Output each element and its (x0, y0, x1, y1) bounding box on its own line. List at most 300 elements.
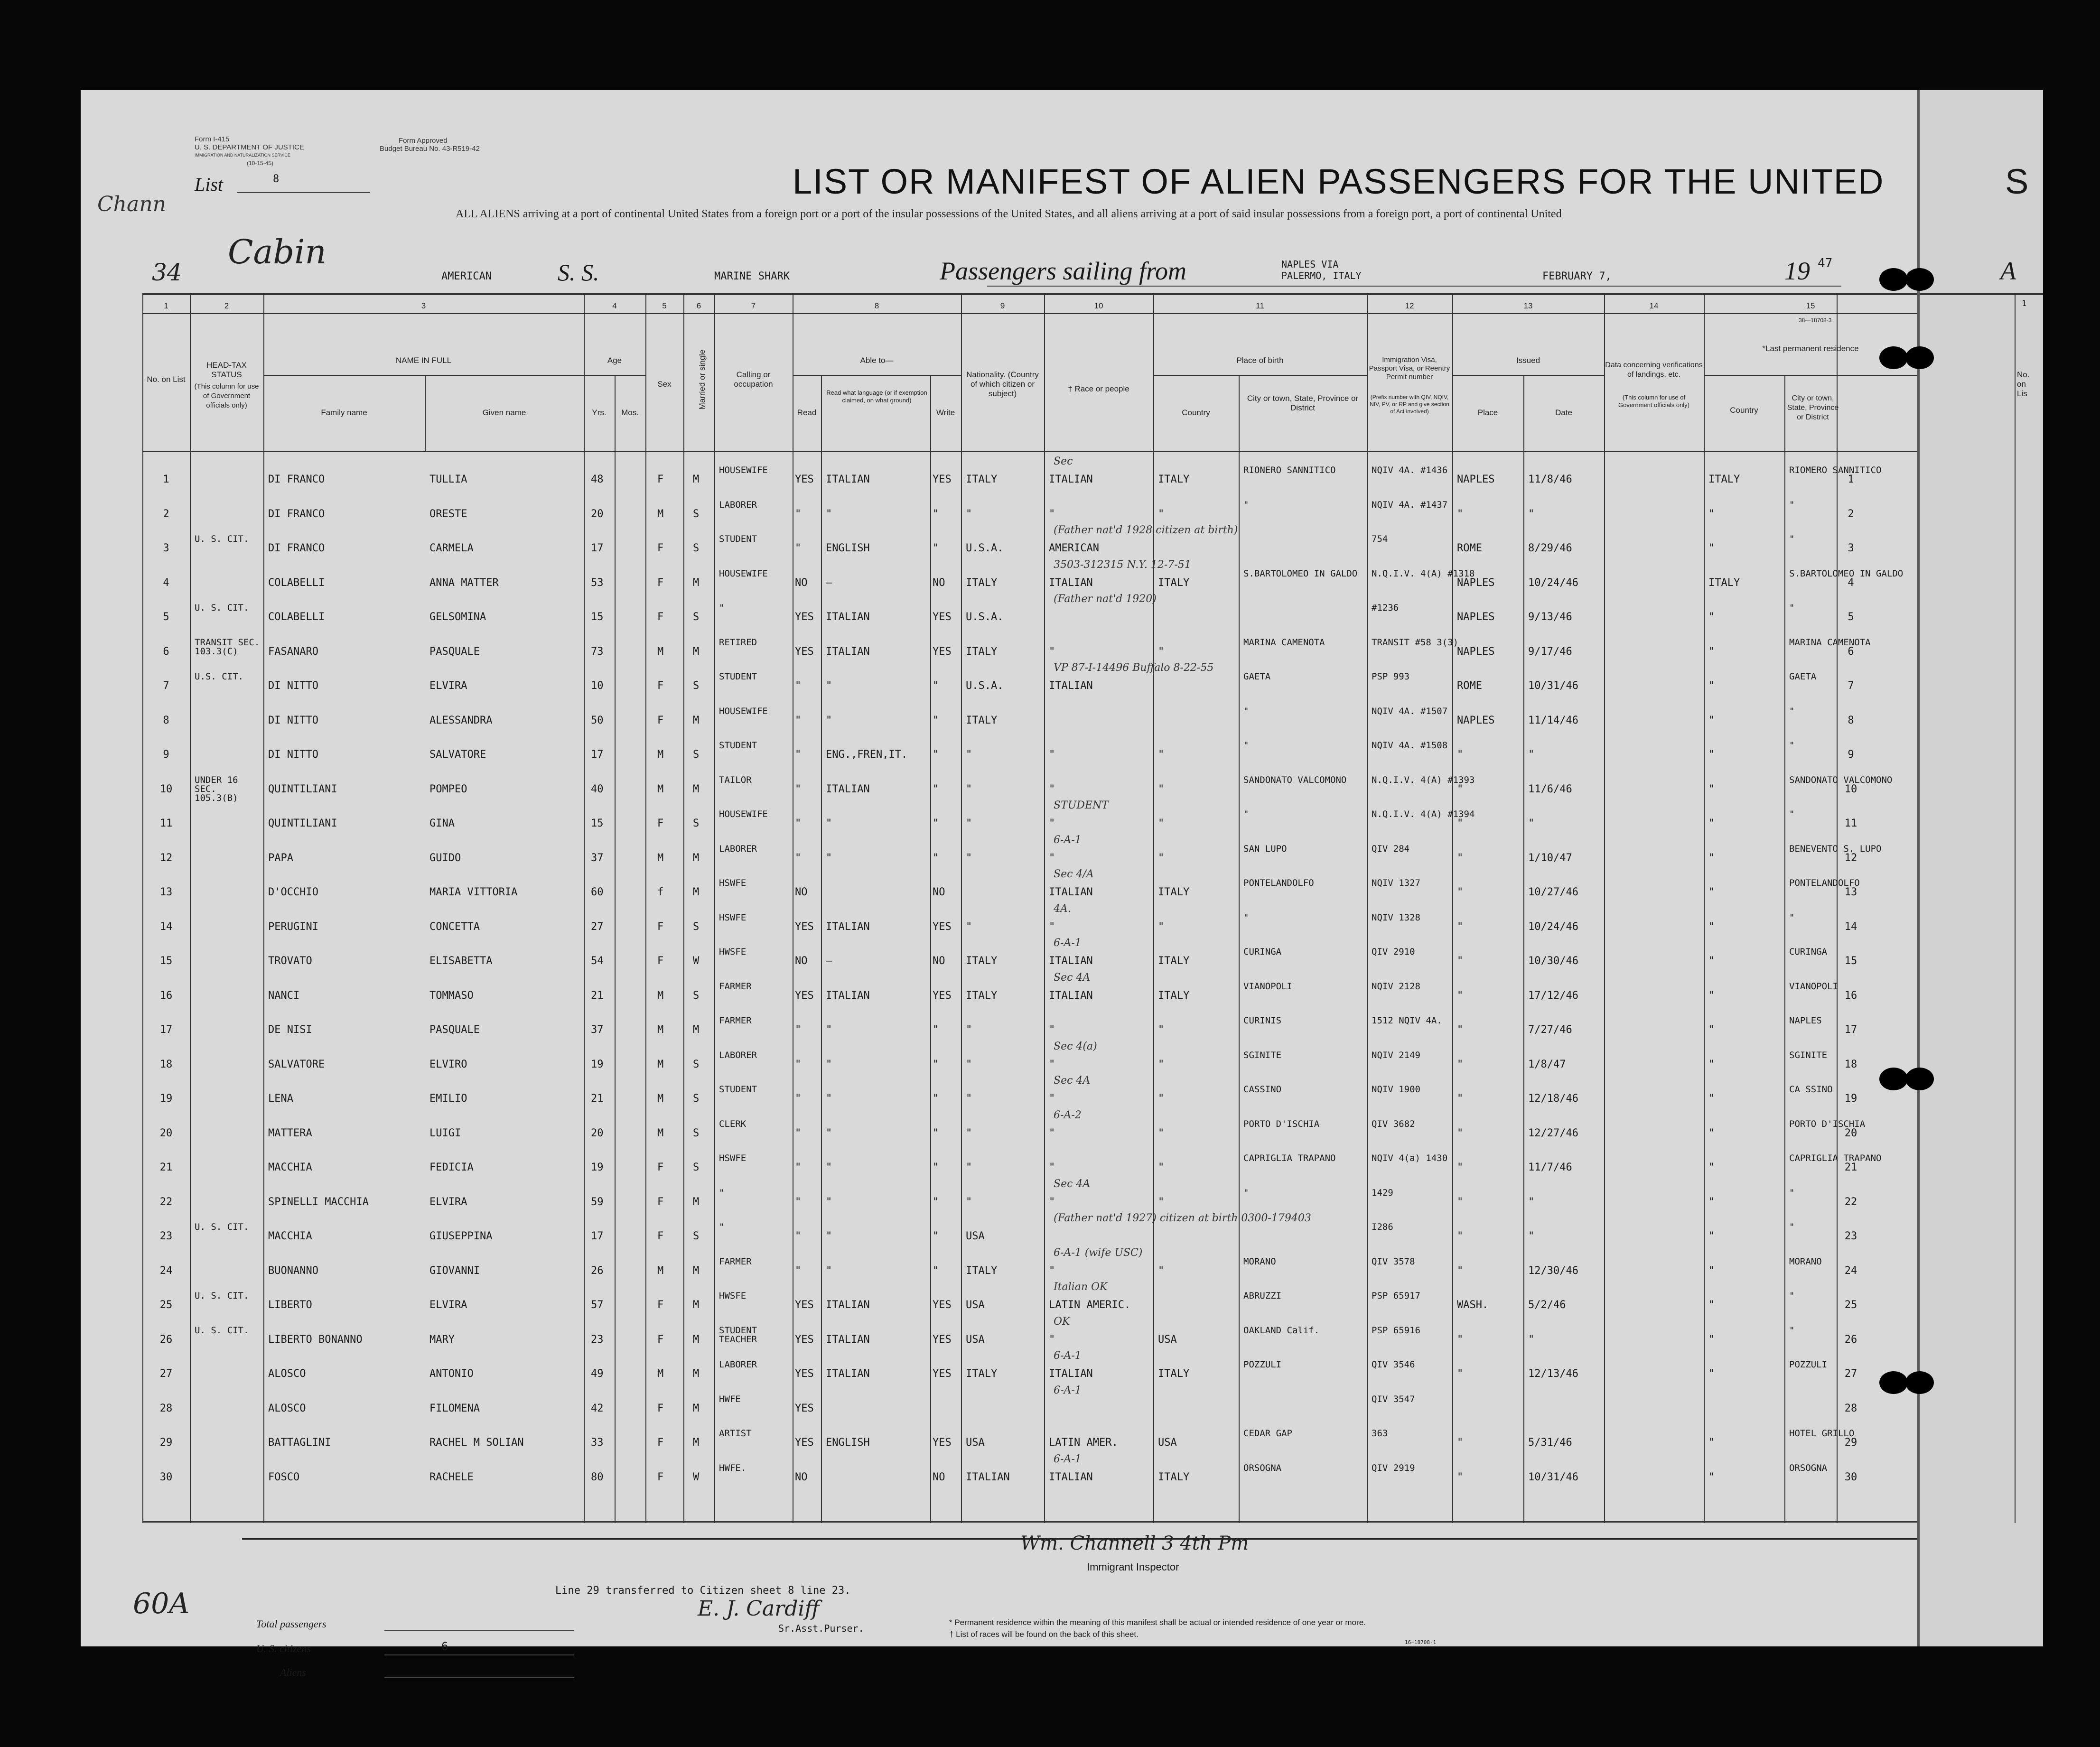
given-name: CONCETTA (429, 920, 480, 933)
issued-place: ROME (1457, 680, 1482, 692)
read-language: " (826, 1162, 832, 1173)
residence-city: VIANOPOLI (1789, 981, 1838, 992)
residence-country: " (1708, 818, 1715, 829)
given-name: TOMMASO (429, 989, 474, 1002)
race: " (1049, 920, 1055, 933)
occupation: STUDENT (719, 671, 757, 682)
row-number: 15 (159, 955, 173, 967)
table-row (81, 937, 1917, 971)
given-name: ELVIRA (429, 680, 467, 692)
residence-city: " (1789, 912, 1795, 923)
age-years: 59 (591, 1196, 604, 1208)
table-row (81, 1385, 1917, 1419)
row-number-right: 29 (1844, 1437, 1857, 1449)
can-write: YES (933, 1368, 952, 1380)
occupation: HWFE. (719, 1462, 747, 1473)
birth-country: " (1158, 1196, 1165, 1208)
issued-date: " (1528, 1230, 1535, 1242)
visa-number: NQIV 4A. #1507 (1372, 706, 1448, 716)
issued-date: 11/7/46 (1528, 1162, 1572, 1173)
colnum-15: 15 (1806, 301, 1815, 310)
can-write: YES (933, 1437, 952, 1449)
sex: M (657, 989, 664, 1002)
birth-country: " (1158, 1162, 1165, 1173)
issued-place: " (1457, 783, 1464, 795)
margin-note-number: 34 (152, 259, 182, 286)
occupation: " (719, 603, 725, 613)
colnum-8: 8 (874, 301, 879, 310)
nationality: " (966, 1127, 972, 1139)
birth-country: " (1158, 818, 1165, 829)
head-tax-status: TRANSIT SEC. 103.3(C) (195, 637, 260, 657)
manifest-subtitle: ALL ALIENS arriving at a port of continental United States from a foreign port or a port of the insular possessions of the United States, and all aliens arriving at a port of said insular possessions from a foreign port, a port of continental United (456, 208, 1562, 220)
given-name: MARIA VITTORIA (429, 886, 518, 898)
inspector-label: Immigrant Inspector (1087, 1561, 1179, 1573)
read-language: ITALIAN (826, 645, 870, 658)
nationality: ITALY (966, 714, 998, 726)
visa-number: QIV 3546 (1372, 1359, 1415, 1370)
row-number-right: 2 (1848, 508, 1854, 520)
nationality: ITALY (966, 645, 998, 658)
row-number: 17 (159, 1024, 173, 1036)
nationality: " (966, 1162, 972, 1173)
citizens-label: U. S. citizens (256, 1643, 311, 1654)
head-tax-status: U. S. CIT. (195, 1291, 249, 1301)
family-name: SPINELLI MACCHIA (268, 1196, 369, 1208)
birth-country: ITALY (1158, 576, 1190, 589)
family-name: DI FRANCO (268, 542, 325, 554)
residence-city: CURINGA (1789, 947, 1828, 957)
family-name: BATTAGLINI (268, 1437, 331, 1449)
visa-number: #1236 (1372, 603, 1399, 613)
residence-country: " (1708, 1127, 1715, 1139)
issued-date: 5/2/46 (1528, 1299, 1566, 1311)
marital-status: M (693, 1196, 700, 1208)
family-name: D'OCCHIO (268, 886, 318, 898)
row-number: 2 (163, 508, 169, 520)
sex: M (657, 1093, 664, 1105)
birth-city: " (1243, 740, 1249, 751)
handwritten-annotation: 6-A-1 (wife USC) (1054, 1246, 1143, 1259)
sailing-date: FEBRUARY 7, (1542, 270, 1612, 282)
birth-city: MORANO (1243, 1256, 1276, 1267)
table-row (81, 765, 1917, 803)
colnum-6: 6 (696, 301, 701, 310)
ss-label: S. S. (558, 259, 599, 286)
sex: F (657, 1162, 664, 1173)
occupation: " (719, 1222, 725, 1232)
nationality: ITALIAN (966, 1471, 1010, 1483)
row-number: 21 (159, 1162, 173, 1173)
colnum-5: 5 (662, 301, 667, 310)
form-approved: Form Approved (399, 137, 448, 145)
occupation: HSWFE (719, 878, 747, 888)
read-language: — (826, 955, 832, 967)
sex: M (657, 1368, 664, 1380)
table-row (81, 1316, 1917, 1350)
visa-number: TRANSIT #58 3(3) (1372, 637, 1459, 648)
birth-country: ITALY (1158, 1368, 1190, 1380)
issued-date: 1/8/47 (1528, 1058, 1566, 1070)
age-years: 21 (591, 989, 604, 1002)
birth-country: ITALY (1158, 989, 1190, 1002)
hdr-age: Age (607, 356, 622, 365)
issued-rule (1452, 375, 1604, 376)
occupation: HWSFE (719, 1291, 747, 1301)
residence-country: " (1708, 1299, 1715, 1311)
year-suffix: 47 (1818, 256, 1833, 270)
read-language: ENG.,FREN,IT. (826, 749, 908, 761)
marital-status: S (693, 542, 700, 554)
sex: F (657, 1437, 664, 1449)
table-row (81, 1178, 1917, 1212)
can-write: " (933, 1093, 939, 1105)
marital-status: S (693, 989, 700, 1002)
family-name: LENA (268, 1093, 293, 1105)
occupation: RETIRED (719, 637, 757, 648)
issued-place: NAPLES (1457, 645, 1495, 658)
sex: F (657, 576, 664, 589)
visa-number: 754 (1372, 534, 1388, 544)
punch-hole (1905, 1371, 1934, 1394)
issued-place: " (1457, 1058, 1464, 1070)
table-top-rule (142, 293, 1917, 295)
occupation: HOUSEWIFE (719, 809, 768, 819)
issued-place: " (1457, 1127, 1464, 1139)
can-write: YES (933, 920, 952, 933)
colnum-2: 2 (224, 301, 229, 310)
table-row (81, 593, 1917, 627)
visa-number: QIV 284 (1372, 843, 1410, 854)
next-list: Lis (2017, 389, 2027, 398)
handwritten-annotation: 4A. (1054, 902, 1071, 915)
residence-country: " (1708, 749, 1715, 761)
row-number-right: 27 (1844, 1368, 1857, 1380)
age-years: 40 (591, 783, 604, 795)
issued-date: " (1528, 1333, 1535, 1346)
issued-place: " (1457, 1368, 1464, 1380)
can-read: " (795, 714, 802, 726)
residence-country: " (1708, 1264, 1715, 1277)
given-name: GUIDO (429, 852, 461, 864)
nationality: " (966, 1058, 972, 1070)
read-language: — (826, 576, 832, 589)
birth-city: PONTELANDOLFO (1243, 878, 1314, 888)
issued-place: " (1457, 1093, 1464, 1105)
hdr-issued: Issued (1516, 356, 1540, 365)
row-number: 10 (159, 783, 173, 795)
handwritten-annotation: Sec 4/A (1054, 868, 1094, 880)
colnum-1: 1 (164, 301, 168, 310)
row-number: 9 (163, 749, 169, 761)
row-number-right: 9 (1848, 749, 1854, 761)
race: " (1049, 1024, 1055, 1036)
marital-status: M (693, 1024, 700, 1036)
table-bottom-rule (142, 1521, 1917, 1523)
nationality: " (966, 920, 972, 933)
age-years: 53 (591, 576, 604, 589)
birth-country: " (1158, 1058, 1165, 1070)
family-name: DI NITTO (268, 680, 318, 692)
nationality: USA (966, 1437, 985, 1449)
hdr-given-name: Given name (482, 408, 526, 417)
birth-city: CEDAR GAP (1243, 1428, 1292, 1439)
nationality: ITALY (966, 474, 998, 485)
given-name: ANNA MATTER (429, 576, 499, 589)
form-number: Form I-415 (195, 135, 230, 143)
issued-date: 12/18/46 (1528, 1093, 1578, 1105)
given-name: ELVIRO (429, 1058, 467, 1070)
read-language: ITALIAN (826, 1299, 870, 1311)
col-number-rule (142, 313, 1917, 314)
punch-hole (1879, 268, 1908, 291)
colnum-3: 3 (421, 301, 426, 310)
can-read: " (795, 508, 802, 520)
can-read: " (795, 1162, 802, 1173)
sailing-port (1281, 259, 1362, 281)
port-line1: NAPLES VIA (1281, 259, 1339, 270)
stamp-code: 38—18708-3 (1799, 317, 1832, 324)
aliens-line (384, 1677, 574, 1678)
issued-place: " (1457, 1264, 1464, 1277)
visa-number: 363 (1372, 1428, 1388, 1439)
occupation: HOUSEWIFE (719, 465, 768, 475)
marital-status: S (693, 920, 700, 933)
residence-country: " (1708, 920, 1715, 933)
hdr-calling: Calling or occupation (734, 370, 773, 389)
given-name: CARMELA (429, 542, 474, 554)
age-rule (584, 375, 645, 376)
age-years: 33 (591, 1437, 604, 1449)
ship-name: MARINE SHARK (714, 270, 790, 282)
res-rule (1704, 375, 1917, 376)
hdr-issued-date: Date (1555, 408, 1572, 417)
row-number-right: 16 (1844, 989, 1857, 1002)
issued-date: " (1528, 818, 1535, 829)
can-read: YES (795, 474, 814, 485)
row-number-right: 14 (1844, 920, 1857, 933)
residence-city: " (1789, 809, 1795, 819)
family-name: ALOSCO (268, 1368, 306, 1380)
age-years: 20 (591, 508, 604, 520)
purser-signature: E. J. Cardiff (698, 1597, 820, 1621)
hdr-res-city: City or town, State, Province or District (1787, 394, 1839, 421)
birth-country: " (1158, 920, 1165, 933)
nationality: U.S.A. (966, 680, 1004, 692)
issued-place: " (1457, 1024, 1464, 1036)
read-language: ITALIAN (826, 611, 870, 623)
occupation: STUDENT (719, 1084, 757, 1095)
family-name: FASANARO (268, 645, 318, 658)
sex: M (657, 1024, 664, 1036)
given-name: RACHEL M SOLIAN (429, 1437, 524, 1449)
handwritten-annotation: (Father nat'd 1928 citizen at birth) (1054, 524, 1238, 536)
birth-country: " (1158, 1127, 1165, 1139)
read-language: " (826, 1093, 832, 1105)
issued-place: " (1457, 1471, 1464, 1483)
visa-number: NQIV 4A. #1508 (1372, 740, 1448, 751)
issued-place: " (1457, 1333, 1464, 1346)
occupation: " (719, 1187, 725, 1198)
table-row (81, 490, 1917, 524)
can-write: " (933, 714, 939, 726)
family-name: DI NITTO (268, 749, 318, 761)
nationality: USA (966, 1333, 985, 1346)
colnum-7: 7 (751, 301, 756, 310)
marital-status: M (693, 886, 700, 898)
read-language: " (826, 1024, 832, 1036)
family-name: PAPA (268, 852, 293, 864)
head-tax-status: U. S. CIT. (195, 1325, 249, 1336)
given-name: GINA (429, 818, 455, 829)
table-row (81, 868, 1917, 902)
residence-city: " (1789, 1222, 1795, 1232)
row-number-right: 8 (1848, 714, 1854, 726)
head-tax-status: U. S. CIT. (195, 1222, 249, 1232)
row-number-right: 18 (1844, 1058, 1857, 1070)
residence-city: GAETA (1789, 671, 1817, 682)
issued-date: 10/24/46 (1528, 576, 1578, 589)
can-read: " (795, 1196, 802, 1208)
occupation: TAILOR (719, 774, 752, 785)
row-number-right: 20 (1844, 1127, 1857, 1139)
visa-number: QIV 3578 (1372, 1256, 1415, 1267)
given-name: FEDICIA (429, 1162, 474, 1173)
occupation: LABORER (719, 499, 757, 510)
occupation: LABORER (719, 1050, 757, 1060)
race: " (1049, 1196, 1055, 1208)
hdr-mos: Mos. (621, 408, 639, 417)
read-language: " (826, 1127, 832, 1139)
residence-country: " (1708, 1162, 1715, 1173)
row-number: 4 (163, 576, 169, 589)
issued-place: " (1457, 749, 1464, 761)
can-write: NO (933, 955, 945, 967)
given-name: SALVATORE (429, 749, 486, 761)
hdr-able-to: Able to— (860, 356, 894, 365)
sex: F (657, 955, 664, 967)
birth-country: " (1158, 1093, 1165, 1105)
row-number-right: 6 (1848, 645, 1854, 658)
marital-status: M (693, 1368, 700, 1380)
occupation: HSWFE (719, 912, 747, 923)
read-language: " (826, 1196, 832, 1208)
family-name: LIBERTO BONANNO (268, 1333, 363, 1346)
residence-city: " (1789, 603, 1795, 613)
read-language: " (826, 714, 832, 726)
row-number-right: 28 (1844, 1402, 1857, 1414)
read-language: ITALIAN (826, 989, 870, 1002)
birth-city: CASSINO (1243, 1084, 1282, 1095)
can-write: " (933, 1058, 939, 1070)
birth-country: ITALY (1158, 1471, 1190, 1483)
hdr-family-name: Family name (321, 408, 367, 417)
sex: M (657, 1058, 664, 1070)
can-write: YES (933, 474, 952, 485)
table-row (81, 1041, 1917, 1075)
colnum-11: 11 (1256, 301, 1264, 310)
can-write: " (933, 1230, 939, 1242)
residence-city: CA SSINO (1789, 1084, 1833, 1095)
residence-country: " (1708, 1024, 1715, 1036)
occupation: STUDENT (719, 534, 757, 544)
residence-city: " (1789, 1325, 1795, 1336)
birth-city: SGINITE (1243, 1050, 1282, 1060)
able-rule (793, 375, 961, 376)
sex: F (657, 611, 664, 623)
nationality: ITALY (966, 989, 998, 1002)
race: " (1049, 1093, 1055, 1105)
row-number-right: 19 (1844, 1093, 1857, 1105)
residence-country: " (1708, 1437, 1715, 1449)
race: ITALIAN (1049, 989, 1093, 1002)
nationality: " (966, 783, 972, 795)
head-tax-status: U.S. CIT. (195, 671, 243, 682)
age-years: 49 (591, 1368, 604, 1380)
marital-status: M (693, 852, 700, 864)
nationality: " (966, 1024, 972, 1036)
transfer-note: Line 29 transferred to Citizen sheet 8 line 23. (555, 1585, 851, 1597)
race: ITALIAN (1049, 576, 1093, 589)
residence-city: PORTO D'ISCHIA (1789, 1118, 1866, 1129)
issued-date: 7/27/46 (1528, 1024, 1572, 1036)
age-years: 42 (591, 1402, 604, 1414)
row-number-right: 11 (1844, 818, 1857, 829)
residence-country: " (1708, 1471, 1715, 1483)
nationality: ITALY (966, 955, 998, 967)
marital-status: W (693, 1471, 700, 1483)
handwritten-annotation: 3503-312315 N.Y. 12-7-51 (1054, 558, 1191, 571)
age-years: 19 (591, 1162, 604, 1173)
can-write: NO (933, 1471, 945, 1483)
can-write: " (933, 749, 939, 761)
can-read: " (795, 542, 802, 554)
issued-place: ROME (1457, 542, 1482, 554)
budget-bureau: Budget Bureau No. 43-R519-42 (380, 145, 480, 153)
given-name: MARY (429, 1333, 455, 1346)
nationality: " (966, 749, 972, 761)
row-number: 12 (159, 852, 173, 864)
sex: M (657, 749, 664, 761)
marital-status: S (693, 818, 700, 829)
given-name: ELVIRA (429, 1196, 467, 1208)
family-name: COLABELLI (268, 611, 325, 623)
family-name: NANCI (268, 989, 300, 1002)
name-rule (263, 375, 584, 376)
birth-country: " (1158, 1264, 1165, 1277)
margin-note-bottom: 60A (133, 1587, 190, 1620)
handwritten-annotation: Sec 4(a) (1054, 1040, 1097, 1052)
marital-status: M (693, 1437, 700, 1449)
occupation: HSWFE (719, 1153, 747, 1163)
row-number: 20 (159, 1127, 173, 1139)
can-write: " (933, 1162, 939, 1173)
issued-date: " (1528, 508, 1535, 520)
can-write: " (933, 783, 939, 795)
handwritten-annotation: 6-A-1 (1054, 1384, 1082, 1396)
race: " (1049, 1162, 1055, 1173)
hdr-name-in-full: NAME IN FULL (395, 356, 452, 365)
race: ITALIAN (1049, 886, 1093, 898)
head-tax-status: U. S. CIT. (195, 534, 249, 544)
residence-country: " (1708, 1058, 1715, 1070)
residence-country: " (1708, 989, 1715, 1002)
occupation: STUDENT (719, 740, 757, 751)
handwritten-annotation: (Father nat'd 1920) (1054, 593, 1157, 605)
family-name: TROVATO (268, 955, 312, 967)
footnote-permanent: * Permanent residence within the meaning of this manifest shall be actual or intended residence of one year or more. (949, 1618, 1366, 1627)
total-line (384, 1630, 574, 1631)
